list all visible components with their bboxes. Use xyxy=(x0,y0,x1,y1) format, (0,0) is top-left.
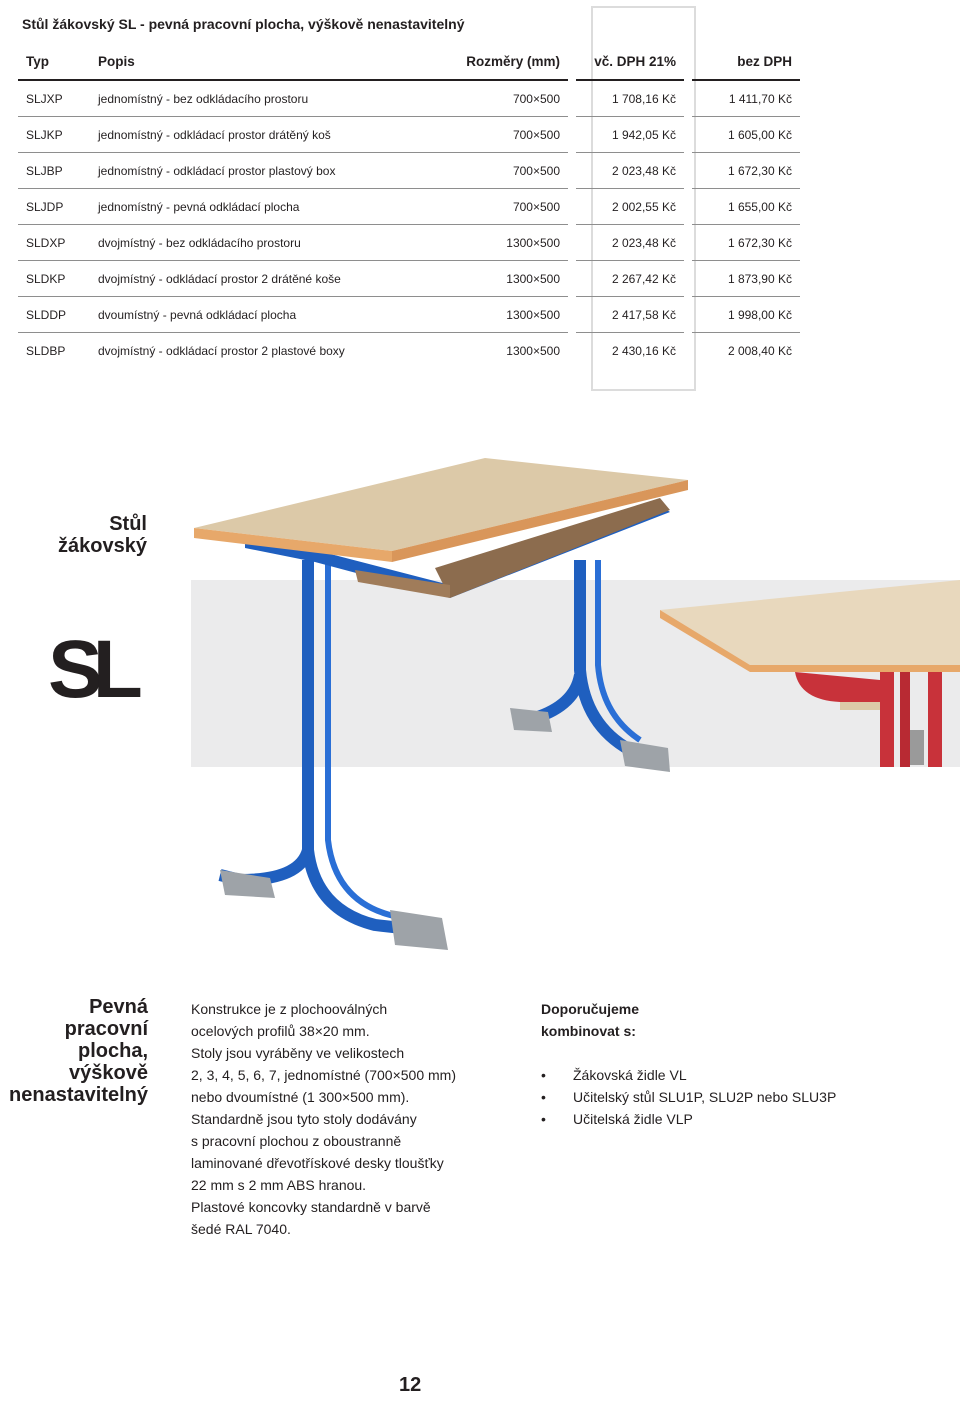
description-line: Standardně jsou tyto stoly dodávány xyxy=(191,1111,417,1127)
header-price-vat: vč. DPH 21% xyxy=(576,43,684,81)
cell-description: jednomístný - odkládací prostor drátěný koš xyxy=(90,117,446,153)
bullet-icon: • xyxy=(541,1111,546,1127)
cell-price-net: 1 873,90 Kč xyxy=(692,261,800,297)
description-line: ocelových profilů 38×20 mm. xyxy=(191,1023,370,1039)
bullet-icon: • xyxy=(541,1089,546,1105)
recommend-item: • Žákovská židle VL xyxy=(541,1064,941,1086)
cell-price-net: 1 672,30 Kč xyxy=(692,225,800,261)
table-row xyxy=(18,117,800,153)
cell-dimensions: 1300×500 xyxy=(446,225,568,261)
cell-description: dvojmístný - odkládací prostor 2 drátěné koše xyxy=(90,261,446,297)
description-line: nebo dvoumístné (1 300×500 mm). xyxy=(191,1089,410,1105)
recommendations xyxy=(541,998,941,1130)
cell-type: SLDKP xyxy=(18,261,90,297)
header-dimensions: Rozměry (mm) xyxy=(446,43,568,81)
table-row xyxy=(18,261,800,297)
page-title: Stůl žákovský SL - pevná pracovní plocha, výškově nenastavitelný xyxy=(22,16,465,32)
table-row xyxy=(18,297,800,333)
description-line: Stoly jsou vyráběny ve velikostech xyxy=(191,1045,405,1061)
cell-price-net: 2 008,40 Kč xyxy=(727,343,792,358)
red-desk-image xyxy=(660,580,960,767)
table-row xyxy=(18,333,800,368)
feature-line-2: pracovní xyxy=(64,1018,148,1040)
cell-price-net: 1 998,00 Kč xyxy=(692,297,800,333)
bullet-icon: • xyxy=(541,1067,546,1083)
cell-price-vat: 2 002,55 Kč xyxy=(576,189,684,225)
feature-line-1: Pevná xyxy=(89,996,148,1018)
product-title-line2: žákovský xyxy=(58,535,147,557)
cell-price-net: 1 655,00 Kč xyxy=(692,189,800,225)
cell-type: SLDBP xyxy=(26,343,66,358)
desk-photo xyxy=(180,450,960,970)
blue-desk-image xyxy=(194,458,688,950)
table-row xyxy=(18,189,800,225)
cell-price-vat: 1 708,16 Kč xyxy=(576,81,684,117)
cell-type: SLJXP xyxy=(18,81,90,117)
table-row xyxy=(18,225,800,261)
feature-line-4: výškově xyxy=(69,1062,148,1084)
cell-price-vat: 1 942,05 Kč xyxy=(576,117,684,153)
page-number: 12 xyxy=(399,1374,422,1396)
price-table xyxy=(18,43,800,368)
cell-description: dvoumístný - pevná odkládací plocha xyxy=(90,297,446,333)
cell-dimensions: 1300×500 xyxy=(446,297,568,333)
cell-dimensions: 700×500 xyxy=(446,153,568,189)
cell-type: SLJDP xyxy=(18,189,90,225)
recommend-item: • Učitelský stůl SLU1P, SLU2P nebo SLU3P xyxy=(541,1086,941,1108)
cell-type: SLJKP xyxy=(18,117,90,153)
cell-type: SLDDP xyxy=(18,297,90,333)
description-line: s pracovní plochou z oboustranně xyxy=(191,1133,402,1149)
cell-price-vat: 2 417,58 Kč xyxy=(576,297,684,333)
recommend-list xyxy=(541,1064,941,1130)
table-row xyxy=(18,81,800,117)
feature-line-5: nenastavitelný xyxy=(9,1084,148,1106)
product-title xyxy=(58,513,147,557)
description-line: Konstrukce je z plochooválných xyxy=(191,1001,388,1017)
cell-description: dvojmístný - bez odkládacího prostoru xyxy=(90,225,446,261)
cell-dimensions: 1300×500 xyxy=(446,261,568,297)
cell-price-vat: 2 023,48 Kč xyxy=(576,153,684,189)
recommend-item: • Učitelská židle VLP xyxy=(541,1108,941,1130)
recommend-title-line1: Doporučujeme xyxy=(541,1001,640,1017)
description-line: 2, 3, 4, 5, 6, 7, jednomístné (700×500 mm) xyxy=(191,1067,456,1083)
table-body xyxy=(18,81,800,368)
cell-description: jednomístný - odkládací prostor plastový box xyxy=(90,153,446,189)
description-line: laminované dřevotřískové desky tloušťky xyxy=(191,1155,444,1171)
feature-line-3: plocha, xyxy=(77,1040,148,1062)
feature-title xyxy=(9,996,148,1106)
table-header-row xyxy=(18,43,800,81)
cell-description: jednomístný - bez odkládacího prostoru xyxy=(90,81,446,117)
description xyxy=(191,998,521,1240)
cell-description: jednomístný - pevná odkládací plocha xyxy=(90,189,446,225)
cell-description: dvojmístný - odkládací prostor 2 plastové boxy xyxy=(98,343,345,358)
description-line: šedé RAL 7040. xyxy=(191,1221,291,1237)
header-type: Typ xyxy=(18,43,90,81)
cell-dimensions: 700×500 xyxy=(446,189,568,225)
product-title-line1: Stůl xyxy=(109,513,147,535)
cell-price-net: 1 605,00 Kč xyxy=(692,117,800,153)
recommend-title-line2: kombinovat s: xyxy=(541,1023,636,1039)
cell-price-net: 1 411,70 Kč xyxy=(692,81,800,117)
cell-type: SLDXP xyxy=(18,225,90,261)
cell-price-vat: 2 267,42 Kč xyxy=(576,261,684,297)
cell-dimensions: 1300×500 xyxy=(506,343,560,358)
cell-price-net: 1 672,30 Kč xyxy=(692,153,800,189)
table-row xyxy=(18,153,800,189)
header-price-net: bez DPH xyxy=(692,43,800,81)
header-description: Popis xyxy=(90,43,446,81)
cell-type: SLJBP xyxy=(18,153,90,189)
model-code: SL xyxy=(48,624,133,715)
cell-dimensions: 700×500 xyxy=(446,117,568,153)
description-line: 22 mm s 2 mm ABS hranou. xyxy=(191,1177,367,1193)
cell-dimensions: 700×500 xyxy=(446,81,568,117)
cell-price-vat: 2 023,48 Kč xyxy=(576,225,684,261)
description-line: Plastové koncovky standardně v barvě xyxy=(191,1199,431,1215)
cell-price-vat: 2 430,16 Kč xyxy=(611,343,676,358)
